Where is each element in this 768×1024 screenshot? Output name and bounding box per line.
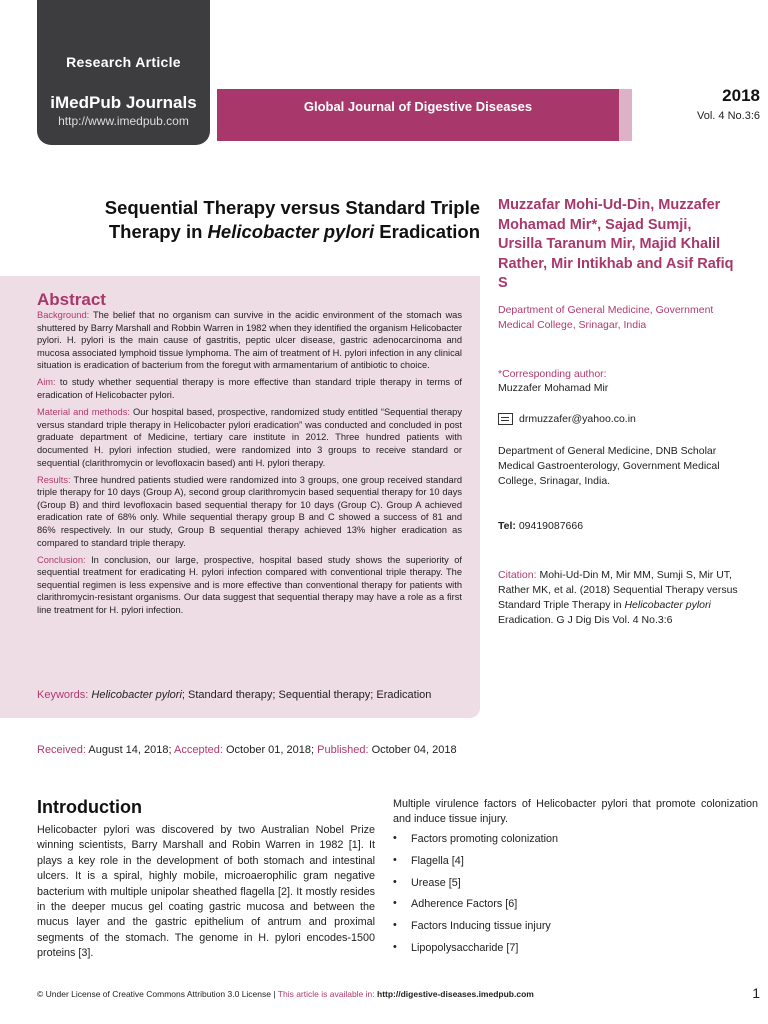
citation: Citation: Mohi-Ud-Din M, Mir MM, Sumji S, Mir UT, Rather MK, et al. (2018) Sequential Therapy versus Standard Triple Therapy in Helicobacter pylori Eradication. G J Dig Dis Vol. 4 No.3:6 (498, 569, 738, 626)
publisher-url[interactable]: http://www.imedpub.com (58, 114, 189, 128)
publication-year: 2018 (722, 86, 760, 105)
abstract-conclusion: Conclusion: In conclusion, our large, prospective, hospital based study shows the superiority of sequential treatment for eradicating H. pylori infection compared with conventional triple therapy. The sequential regimen is less expensive and is more effective than conventional therapy for patients with clarithromycin-resistant organisms. Our data suggest that sequential therapy may have a role as a first line treatment for H. pylori infection. (37, 554, 462, 616)
publisher-box (37, 0, 210, 145)
corresponding-name: Muzzafer Mohamad Mir (498, 382, 609, 394)
list-item: • Adherence Factors [6] (393, 898, 753, 920)
list-item: • Factors Inducing tissue injury (393, 920, 753, 942)
virulence-list (393, 833, 753, 964)
footer-url[interactable]: http://digestive-diseases.imedpub.com (377, 989, 534, 999)
abstract-results: Results: Three hundred patients studied were randomized into 3 groups, one group received standard triple therapy for 10 days (Group A), second group clarithromycin based sequential therapy for 10 days (Group B) and third levofloxacin based sequential therapy for 10 days (Group C). Group A achieved eradication rate of 68% only. While sequential therapy group B and C showed a success of 81 and 86% respectively. In our study, Group B sequential therapy achieved 13% higher eradication as compared to standard triple therapy. (37, 474, 462, 548)
abstract-aim: Aim: to study whether sequential therapy is more effective than standard triple therapy in terms of eradication of Helicobacter pylori. (37, 377, 462, 401)
journal-name: Global Journal of Digestive Diseases (303, 99, 533, 114)
journal-band (217, 89, 619, 141)
abstract-methods: Material and methods: Our hospital based, prospective, randomized study entitled “Sequential therapy versus standard triple therapy in Helicobacter pylori eradication” was conducted and concluded in post graduate department of Medicine, tertiary care institute in 2012. Three hundred patients with documented H. pylori infection studied, were randomized into 3 groups to receive standard or sequential (clarithromycin or levofloxacin based) anti H. pylori therapy. (37, 407, 462, 468)
email-icon (498, 413, 513, 425)
author-list: Muzzafar Mohi-Ud-Din, Muzzafer Mohamad Mir*, Sajad Sumji, Ursilla Taranum Mir, Majid Khalil Rather, Mir Intikhab and Asif Rafiq S (498, 197, 734, 291)
list-item: • Flagella [4] (393, 855, 753, 877)
article-dates: Received: August 14, 2018; Accepted: October 01, 2018; Published: October 04, 2018 (37, 744, 457, 756)
article-title: Sequential Therapy versus Standard Triple Therapy in Helicobacter pylori Eradication (104, 197, 480, 242)
corresponding-department: Department of General Medicine, DNB Scholar Medical Gastroenterology, Government Medical College, Srinagar, India. (498, 445, 720, 487)
list-item: • Urease [5] (393, 877, 753, 899)
keywords: Keywords: Helicobacter pylori; Standard therapy; Sequential therapy; Eradication (37, 689, 432, 701)
corresponding-label: *Corresponding author: (498, 368, 607, 380)
list-item: • Factors promoting colonization (393, 833, 753, 855)
page-number: 1 (752, 985, 760, 1001)
abstract-background: Background: The belief that no organism can survive in the acidic environment of the stomach was shuttered by Barry Marshall and Robbin Warren in 1982 when they identified the organism Helicobacter pylori. H. pylori is the main cause of gastritis, peptic ulcer disease, gastric adenocarcinoma and mucosa associated lymphoid tissue lymphoma. The aim of treatment of H. pylori infection in any clinical situation is eradication of bacterium from the foregut with armamentarium of antibiotic to choice. (37, 310, 462, 371)
virulence-intro: Multiple virulence factors of Helicobacter pylori that promote colonization and induce tissue injury. (393, 798, 758, 826)
introduction-heading: Introduction (37, 797, 142, 817)
journal-band-accent (619, 89, 632, 141)
abstract-body (37, 309, 462, 621)
email-address[interactable]: drmuzzafer@yahoo.co.in (519, 413, 636, 425)
telephone: Tel: 09419087666 (498, 520, 584, 532)
publisher-name: iMedPub Journals (50, 93, 197, 112)
introduction-paragraph: Helicobacter pylori was discovered by two Australian Nobel Prize winning scientists, Barry Marshall and Robin Warren in 1982 [1]. It plays a key role in the development of both stomach and intestinal ulcers. It is a spiral, highly mobile, microaerophilic gram negative bacterium with multiple unipolar sheathed flagella [2]. It mostly resides in the deeper mucus gel coating gastric mucosa and between the mucus layer and the gastric epithelium of antrum and proximal segments of the stomach. The genome in H. pylori encodes-1500 proteins [3]. (37, 824, 375, 960)
list-item: • Lipopolysaccharide [7] (393, 942, 753, 964)
footer-license: © Under License of Creative Commons Attribution 3.0 License | This article is available in: http://digestive-diseases.imedpub.com (37, 989, 534, 999)
email-row (498, 412, 748, 427)
volume-issue: Vol. 4 No.3:6 (697, 110, 760, 122)
affiliation: Department of General Medicine, Government Medical College, Srinagar, India (498, 304, 714, 331)
article-type: Research Article (66, 54, 181, 70)
abstract-heading: Abstract (37, 290, 106, 309)
